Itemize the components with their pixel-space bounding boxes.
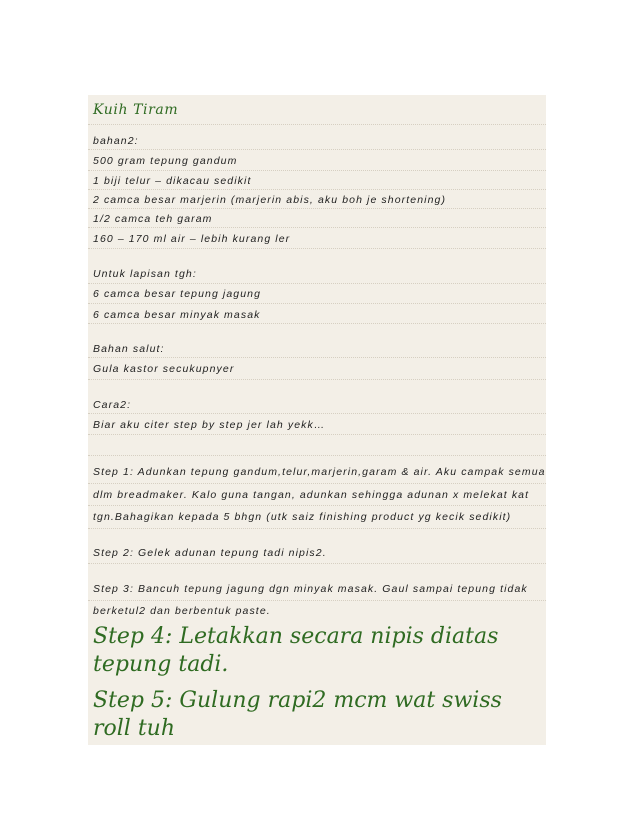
line-row	[88, 171, 546, 190]
recipe-line: 160 – 170 ml air – lebih kurang ler	[93, 233, 291, 245]
line-row	[88, 396, 546, 414]
recipe-line: 2 camca besar marjerin (marjerin abis, aku boh je shortening)	[93, 194, 447, 206]
line-row	[88, 284, 546, 304]
recipe-line: berketul2 dan berbentuk paste.	[93, 605, 271, 617]
line-row	[88, 209, 546, 228]
line-row	[88, 133, 546, 150]
recipe-line: Bahan salut:	[93, 343, 165, 355]
recipe-line: 1/2 camca teh garam	[93, 213, 213, 225]
line-row	[88, 151, 546, 171]
line-row	[88, 543, 546, 564]
line-row	[88, 190, 546, 209]
line-row	[88, 484, 546, 506]
line-row	[88, 304, 546, 324]
recipe-line: 1 biji telur – dikacau sedikit	[93, 175, 252, 187]
recipe-line: Untuk lapisan tgh:	[93, 268, 197, 280]
recipe-line: 500 gram tepung gandum	[93, 155, 238, 167]
title-row	[88, 95, 546, 125]
recipe-line: 6 camca besar minyak masak	[93, 309, 261, 321]
recipe-line: dlm breadmaker. Kalo guna tangan, adunkan sehingga adunan x melekat kat	[93, 489, 530, 501]
step-5-heading-line-1: Step 5: Gulung rapi2 mcm wat swiss	[93, 688, 502, 713]
line-row	[88, 359, 546, 380]
recipe-panel	[88, 95, 546, 745]
step-5-heading-line-2: roll tuh	[93, 716, 176, 741]
recipe-line: Gula kastor secukupnyer	[93, 363, 235, 375]
recipe-title: Kuih Tiram	[93, 102, 179, 118]
recipe-line: 6 camca besar tepung jagung	[93, 288, 262, 300]
step-4-heading-line-2: tepung tadi.	[93, 652, 229, 677]
line-row	[88, 265, 546, 284]
line-row	[88, 435, 546, 456]
line-row	[88, 506, 546, 529]
line-row	[88, 461, 546, 484]
recipe-line: tgn.Bahagikan kepada 5 bhgn (utk saiz finishing product yg kecik sedikit)	[93, 511, 512, 523]
recipe-line: Cara2:	[93, 399, 132, 411]
recipe-line: Biar aku citer step by step jer lah yekk…	[93, 419, 326, 431]
recipe-line: Step 1: Adunkan tepung gandum,telur,marjerin,garam & air. Aku campak semua	[93, 466, 546, 478]
line-row	[88, 415, 546, 435]
recipe-line: bahan2:	[93, 135, 139, 147]
line-row	[88, 228, 546, 249]
recipe-line: Step 2: Gelek adunan tepung tadi nipis2.	[93, 547, 327, 559]
line-row	[88, 578, 546, 601]
recipe-line: Step 3: Bancuh tepung jagung dgn minyak masak. Gaul sampai tepung tidak	[93, 583, 528, 595]
step-4-heading-line-1: Step 4: Letakkan secara nipis diatas	[93, 624, 499, 649]
line-row	[88, 340, 546, 358]
line-row	[88, 601, 546, 622]
